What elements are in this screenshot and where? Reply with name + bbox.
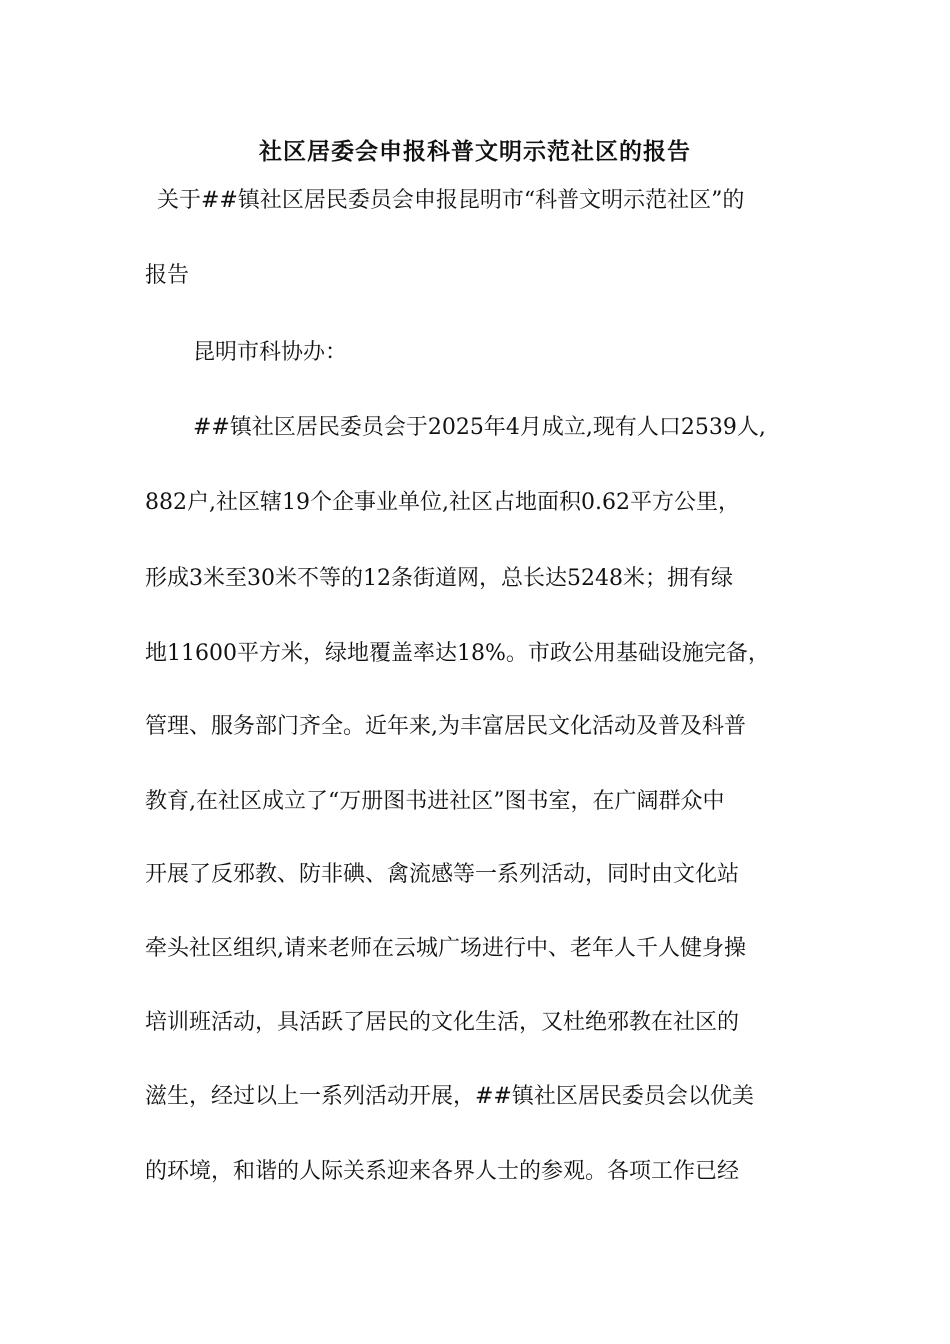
document-title: 社区居委会申报科普文明示范社区的报告 [259,138,691,165]
body-line-4: 地11600平方米，绿地覆盖率达18%。市政公用基础设施完备， [145,641,770,666]
body-line-11: 的环境，和谐的人际关系迎来各界人士的参观。各项工作已经 [145,1159,740,1184]
body-line-10: 滋生，经过以上一系列活动开展，##镇社区居民委员会以优美 [145,1084,754,1109]
body-line-7: 开展了反邪教、防非碘、禽流感等一系列活动，同时由文化站 [145,862,740,887]
subtitle-line-1: 关于##镇社区居民委员会申报昆明市“科普文明示范社区”的 [157,188,745,213]
body-line-5: 管理、服务部门齐全。近年来,为丰富居民文化活动及普及科普 [145,714,746,739]
body-line-2: 882户,社区辖19个企事业单位,社区占地面积0.62平方公里， [145,490,740,515]
salutation: 昆明市科协办： [193,340,348,365]
body-line-8: 牵头社区组织,请来老师在云城广场进行中、老年人千人健身操 [145,936,746,961]
body-line-6: 教育,在社区成立了“万册图书进社区”图书室，在广阔群众中 [145,789,725,814]
subtitle-line-2: 报告 [145,263,190,288]
body-line-3: 形成3米至30米不等的12条街道网，总长达5248米；拥有绿 [145,566,733,591]
body-line-1: ##镇社区居民委员会于2025年4月成立,现有人口2539人, [193,415,766,440]
body-line-9: 培训班活动，具活跃了居民的文化生活，又杜绝邪教在社区的 [145,1010,740,1035]
